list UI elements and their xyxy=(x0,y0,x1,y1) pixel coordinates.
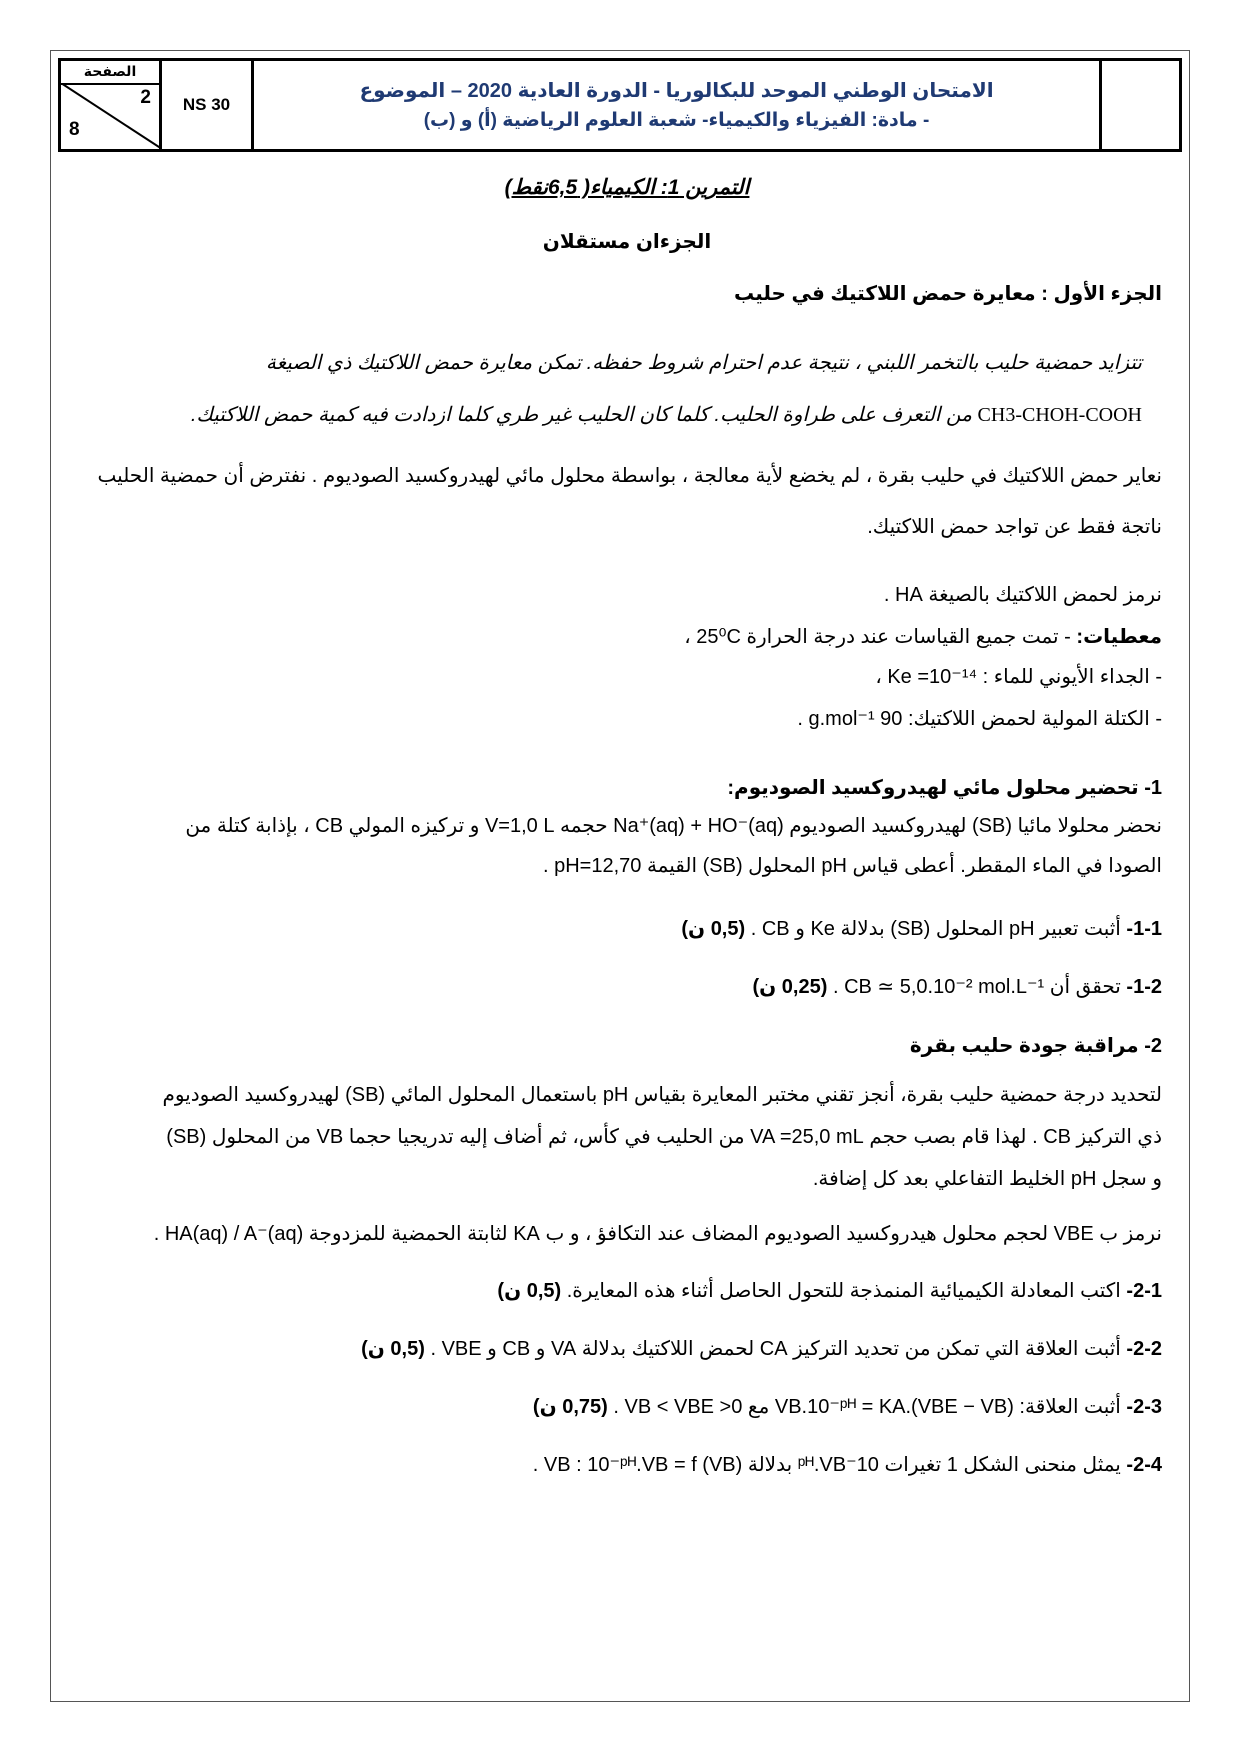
question-number: 2-2- xyxy=(1126,1338,1162,1360)
exam-code: NS 30 xyxy=(162,61,254,149)
section2-text-3: و سجل pH الخليط التفاعلي بعد كل إضافة. xyxy=(812,1168,1162,1190)
question-1-1 xyxy=(92,900,1162,958)
part1-title: الجزء الأول : معايرة حمض اللاكتيك في حليب xyxy=(734,283,1162,305)
section2-title: 2- مراقبة جودة حليب بقرة xyxy=(909,1035,1162,1057)
data-item-3: - الكتلة المولية لحمض اللاكتيك: 90 g.mol⁻¹ . xyxy=(797,708,1162,730)
blank-cell xyxy=(1102,61,1179,149)
question-number: 2-1- xyxy=(1126,1280,1162,1302)
data-item-2: - الجداء الأيوني للماء : Ke =10⁻¹⁴ ، xyxy=(875,666,1162,688)
question-text: تحقق أن CB ≃ 5,0.10⁻² mol.L⁻¹ . xyxy=(832,976,1121,998)
question-2-4 xyxy=(92,1436,1162,1494)
question-2-3 xyxy=(92,1378,1162,1436)
section2-text-2: ذي التركيز CB . لهذا قام بصب حجم VA =25,0 mL من الحليب في كأس، ثم أضاف إليه تدريجيا حجما VB من المحلول (SB) xyxy=(166,1126,1162,1148)
question-points: (0,5 ن) xyxy=(497,1280,562,1302)
section2-text-1: لتحديد درجة حمضية حليب بقرة، أنجز تقني مختبر المعايرة بقياس pH باستعمال المحلول المائي (SB) لهيدروكسيد الصوديوم xyxy=(162,1084,1162,1106)
page-total: 8 xyxy=(69,119,80,140)
question-points: (0,25 ن) xyxy=(752,976,828,998)
question-text: أثبت تعبير pH المحلول (SB) بدلالة Ke و CB . xyxy=(750,918,1121,940)
question-text: أثبت العلاقة: VB.10⁻ᵖᴴ = KA.(VBE − VB) مع 0< VB < VBE . xyxy=(613,1396,1121,1418)
question-2-2 xyxy=(92,1320,1162,1378)
titration-paragraph: نعاير حمض اللاكتيك في حليب بقرة ، لم يخضع لأية معالجة ، بواسطة محلول مائي لهيدروكسيد الصوديوم . نفترض أن حمضية الحليب ناتجة فقط عن تواجد حمض اللاكتيك. xyxy=(97,465,1162,538)
lactic-acid-formula: CH3-CHOH-COOH xyxy=(977,404,1142,426)
question-number: 2-4- xyxy=(1126,1454,1162,1476)
page-number-box xyxy=(61,61,162,149)
question-points: (0,75 ن) xyxy=(532,1396,608,1418)
exam-content xyxy=(92,175,1162,1494)
question-number: 1-1- xyxy=(1126,918,1162,940)
independent-parts-note: الجزءان مستقلان xyxy=(542,231,712,253)
symbol-line: نرمز لحمض اللاكتيك بالصيغة HA . xyxy=(883,584,1162,606)
data-item-1-text: - تمت جميع القياسات عند درجة الحرارة 25⁰C ، xyxy=(684,626,1071,648)
question-text: أثبت العلاقة التي تمكن من تحديد التركيز CA لحمض اللاكتيك بدلالة VA و CB و VBE . xyxy=(430,1338,1121,1360)
data-item-1 xyxy=(92,618,1162,656)
question-2-1 xyxy=(92,1262,1162,1320)
question-number: 1-2- xyxy=(1126,976,1162,998)
section1-title: 1- تحضير محلول مائي لهيدروكسيد الصوديوم: xyxy=(727,777,1162,799)
question-text: اكتب المعادلة الكيميائية المنمذجة للتحول الحاصل أثناء هذه المعايرة. xyxy=(566,1280,1121,1302)
intro-line-2-text: من التعرف على طراوة الحليب. كلما كان الحليب غير طري كلما ازدادت فيه كمية حمض اللاكتيك. xyxy=(190,404,972,426)
intro-paragraph xyxy=(92,337,1162,441)
question-number: 2-3- xyxy=(1126,1396,1162,1418)
section1-text-1: نحضر محلولا مائيا (SB) لهيدروكسيد الصوديوم Na⁺(aq) + HO⁻(aq) حجمه V=1,0 L و تركيزه المولي CB ، بإذابة كتلة من xyxy=(185,815,1162,837)
page-label: الصفحة xyxy=(61,61,159,85)
exam-header xyxy=(58,58,1182,152)
exam-title-box xyxy=(254,61,1102,149)
section2-text-4: نرمز ب VBE لحجم محلول هيدروكسيد الصوديوم المضاف عند التكافؤ ، و ب KA لثابتة الحمضية للمزدوجة HA(aq) / A⁻(aq) . xyxy=(153,1223,1162,1245)
question-points: (0,5 ن) xyxy=(361,1338,425,1360)
data-label: معطيات: xyxy=(1076,626,1162,648)
intro-line-1: تتزايد حمضية حليب بالتخمر اللبني ، نتيجة عدم احترام شروط حفظه. تمكن معايرة حمض اللاكتيك ذي الصيغة xyxy=(265,352,1142,374)
intro-line-2 xyxy=(92,389,1142,441)
section1-text-2: الصودا في الماء المقطر. أعطى قياس pH المحلول (SB) القيمة pH=12,70 . xyxy=(542,855,1162,877)
question-text: يمثل منحنى الشكل 1 تغيرات 10⁻ᵖᴴ.VB بدلالة VB : 10⁻ᵖᴴ.VB = f (VB) . xyxy=(532,1454,1121,1476)
question-points: (0,5 ن) xyxy=(681,918,746,940)
question-1-2 xyxy=(92,958,1162,1016)
page-number: 2 xyxy=(140,87,151,108)
exam-title: الامتحان الوطني الموحد للبكالوريا - الدورة العادية 2020 – الموضوع xyxy=(359,80,994,102)
exam-subject: - مادة: الفيزياء والكيمياء- شعبة العلوم الرياضية (أ) و (ب) xyxy=(423,110,930,131)
exercise-title: التمرين 1: الكيمياء( 6,5نقط) xyxy=(504,176,750,199)
